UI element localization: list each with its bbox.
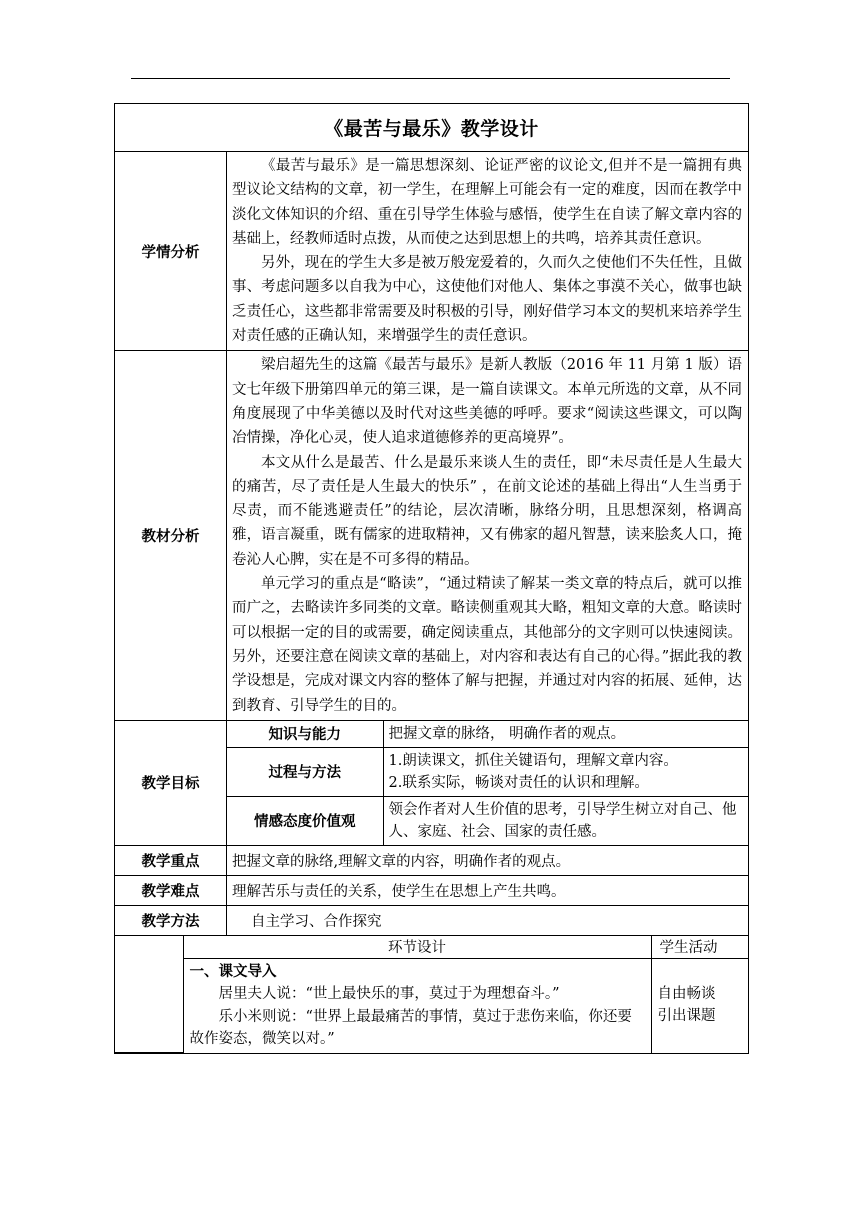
step-quote: 居里夫人说：“世上最快乐的事，莫过于为理想奋斗。” <box>218 986 560 1003</box>
difficulty-label: 教学难点 <box>115 875 227 905</box>
step-intro-content <box>183 958 651 1053</box>
header-rule <box>131 78 730 79</box>
student-analysis-label: 学情分析 <box>115 152 227 351</box>
lesson-plan-table <box>114 103 749 1054</box>
process-cell <box>115 935 749 1054</box>
key-point-label: 教学重点 <box>115 845 227 875</box>
material-analysis-paragraph: 梁启超先生的这篇《最苦与最乐》是新人教版（2016 年 11 月第 1 版）语文七年级下册第四单元的第三课，是一篇自读课文。本单元所选的文章，从不同角度展现了中华美德以及时代对这些美德的呼呼。要求“阅读这些课文，可以陶冶情操，净化心灵，使人追求道德修养的更高境界”。 <box>232 357 743 447</box>
student-analysis-paragraph: 《最苦与最乐》是一篇思想深刻、论证严密的议论文,但并不是一篇拥有典型议论文结构的文章，初一学生，在理解上可能会有一定的难度，因而在教学中淡化文体知识的介绍、重在引导学生体验与感悟，使学生在自读了解文章内容的基础上，经教师适时点拨，从而使之达到思想上的共鸣，培养其责任意识。 <box>232 158 743 247</box>
process-row <box>115 935 749 1054</box>
difficulty-row <box>115 875 749 905</box>
teaching-goals-row <box>115 720 749 845</box>
material-analysis-content <box>227 351 749 720</box>
activity-line: 自由畅谈 <box>657 985 716 1002</box>
goal-name: 情感态度价值观 <box>227 796 383 845</box>
student-analysis-paragraph: 另外，现在的学生大多是被万般宠爱着的，久而久之使他们不失任性，且做事、考虑问题多以自我为中心，这使他们对他人、集体之事漠不关心，做事也缺乏责任心，这些都非常需要及时积极的引导，刚好借学习本文的契机来培养学生对责任感的正确认知，来增强学生的责任意识。 <box>232 255 743 345</box>
student-analysis-content <box>227 152 749 351</box>
teaching-goals-table <box>227 721 748 845</box>
process-col-header-design: 环节设计 <box>183 936 651 959</box>
method-label: 教学方法 <box>115 905 227 935</box>
goal-line: 2.联系实际，畅谈对责任的认识和理解。 <box>388 774 649 791</box>
step-quote: 乐小米则说：“世界上最最痛苦的事情，莫过于悲伤来临，你还要故作姿态，微笑以对。” <box>189 1008 632 1048</box>
method-row <box>115 905 749 935</box>
material-analysis-paragraph: 本文从什么是最苦、什么是最乐来谈人生的责任，即“未尽责任是人生最大的痛苦，尽了责任是人生最大的快乐” ，在前文论述的基础上得出“人生当勇于尽责，而不能逃避责任”的结论，层次清晰，脉络分明，且思想深刻，格调高雅，语言凝重，既有儒家的进取精神，又有佛家的超凡智慧，读来脍炙人口，掩卷沁人心脾，实在是不可多得的精品。 <box>232 454 743 568</box>
document-title: 《最苦与最乐》教学设计 <box>115 104 749 152</box>
goal-name: 知识与能力 <box>227 721 383 748</box>
goal-name: 过程与方法 <box>227 747 383 796</box>
goal-line: 把握文章的脉络， 明确作者的观点。 <box>388 725 626 742</box>
goal-line: 1.朗读课文，抓住关键语句，理解文章内容。 <box>388 752 678 769</box>
difficulty-text: 理解苦乐与责任的关系，使学生在思想上产生共鸣。 <box>227 875 749 905</box>
goal-text <box>383 747 748 796</box>
material-analysis-label: 教材分析 <box>115 351 227 720</box>
material-analysis-paragraph: 单元学习的重点是“略读”，“通过精读了解某一类文章的特点后，就可以推而广之，去略读许多同类的文章。略读侧重观其大略，粗知文章的大意。略读时可以根据一定的目的或需要，确定阅读重点，其他部分的文字则可以快速阅读。另外，还要注意在阅读文章的基础上，对内容和表达有自己的心得。”据此我的教学设想是，完成对课文内容的整体了解与把握，并通过对内容的拓展、延伸，达到教育、引导学生的目的。 <box>232 576 743 714</box>
process-col-header-activity: 学生活动 <box>651 936 748 959</box>
method-text: 自主学习、合作探究 <box>227 905 749 935</box>
key-point-text: 把握文章的脉络,理解文章的内容，明确作者的观点。 <box>227 845 749 875</box>
step-heading: 一、课文导入 <box>189 963 277 980</box>
goal-text <box>383 796 748 845</box>
process-blank-cell <box>115 936 183 1053</box>
teaching-goals-cell <box>227 720 749 845</box>
key-point-row <box>115 845 749 875</box>
step-activity <box>651 958 748 1053</box>
activity-line: 引出课题 <box>657 1008 716 1025</box>
student-analysis-row <box>115 152 749 351</box>
material-analysis-row <box>115 351 749 720</box>
process-table <box>115 936 748 1054</box>
goal-line: 领会作者对人生价值的思考，引导学生树立对自己、他人、家庭、社会、国家的责任感。 <box>388 801 737 840</box>
goal-text <box>383 721 748 748</box>
teaching-goals-label: 教学目标 <box>115 720 227 845</box>
